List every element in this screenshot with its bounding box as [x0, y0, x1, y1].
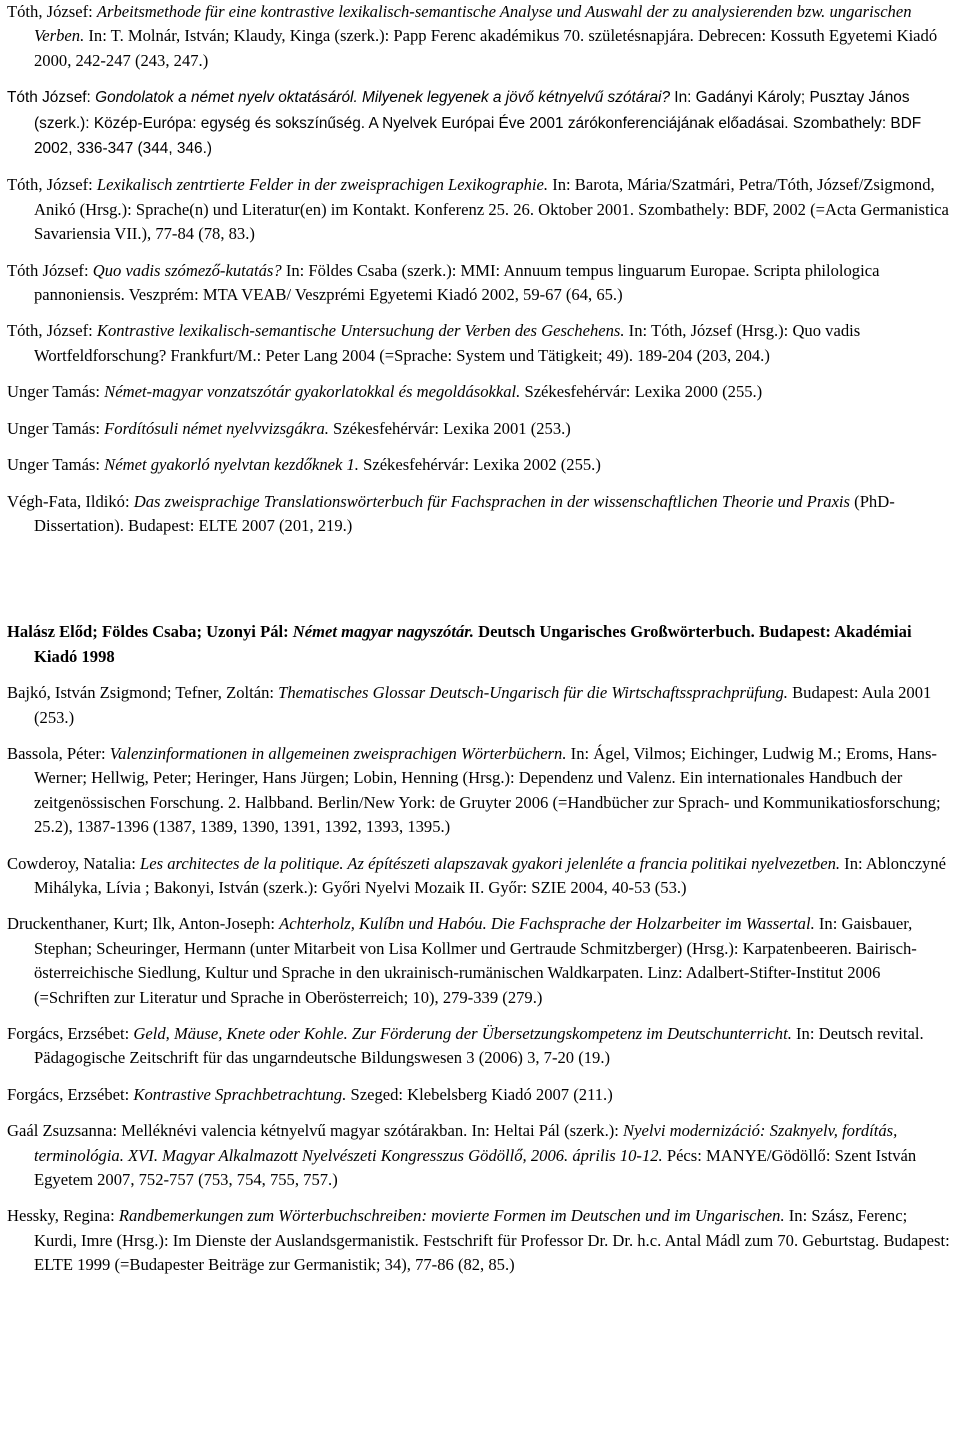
entry-text-segment: (PhD-Dissertation). Budapest: ELTE 2007 (201, 219.): [34, 491, 895, 535]
bibliography-entry: [7, 259, 952, 308]
entry-text-segment: Bassola, Péter:: [7, 743, 110, 763]
entry-text-segment: Arbeitsmethode für eine kontrastive lexikalisch-semantische Analyse und Auswahl der zu analysierenden bzw. ungarischen Verben.: [34, 2, 912, 46]
entry-text-segment: Hessky, Regina:: [7, 1206, 119, 1226]
entry-text-segment: Unger Tamás:: [7, 382, 105, 402]
bibliography-entry: [7, 852, 952, 901]
bibliography-entry: [7, 620, 952, 669]
bibliography-entry: [7, 1119, 952, 1192]
entry-text-segment: Quo vadis szómező-kutatás?: [92, 260, 282, 280]
section-gap: [7, 550, 952, 620]
bibliography-entry: [7, 1022, 952, 1071]
entry-text-segment: Tóth József:: [7, 89, 96, 107]
entry-text-segment: Tóth József:: [7, 260, 93, 280]
entry-text-segment: Das zweisprachige Translationswörterbuch für Fachsprachen in der wissenschaftlichen Theorie und Praxis: [133, 491, 851, 511]
entry-text-segment: Deutsch Ungarisches Großwörterbuch. Budapest: Akadémiai Kiadó 1998: [34, 622, 912, 666]
entry-text-segment: In: Ablonczyné Mihályka, Lívia ; Bakonyi, István (szerk.): Győri Nyelvi Mozaik II. Győr: SZIE 2004, 40-53 (53.): [34, 853, 947, 897]
entry-text-segment: Német gyakorló nyelvtan kezdőknek 1.: [104, 455, 359, 475]
entry-text-segment: Nyelvi modernizáció: Szaknyelv, fordítás, terminológia. XVI. Magyar Alkalmazott Nyelvészeti Kongresszus Gödöllő, 2006. április 10-12.: [34, 1121, 898, 1165]
entry-text-segment: Gondolatok a német nyelv oktatásáról. Milyenek legyenek a jövő kétnyelvű szótárai?: [95, 89, 671, 107]
bibliography-entry: [7, 380, 952, 404]
entry-text-segment: Forgács, Erzsébet:: [7, 1084, 134, 1104]
entry-text-segment: Német-magyar vonzatszótár gyakorlatokkal és megoldásokkal.: [104, 382, 521, 402]
entry-text-segment: In: Tóth, József (Hrsg.): Quo vadis Wortfeldforschung? Frankfurt/M.: Peter Lang 2004 (=Sprache: System und Tätigkeit; 49). 189-204 (203, 204.): [34, 321, 861, 365]
bibliography-entry: [7, 1083, 952, 1107]
entry-text-segment: In: Földes Csaba (szerk.): MMI: Annuum tempus linguarum Europae. Scripta philologica pannoniensis. Veszprém: MTA VEAB/ Veszprémi Egyetemi Kiadó 2002, 59-67 (64, 65.): [34, 260, 880, 305]
entry-text-segment: Forgács, Erzsébet:: [7, 1024, 134, 1043]
entry-text-segment: Fordítósuli német nyelvvizsgákra.: [104, 418, 329, 438]
entry-text-segment: In: T. Molnár, István; Klaudy, Kinga (szerk.): Papp Ferenc akadémikus 70. születésnapjára. Debrecen: Kossuth Egyetemi Kiadó 2000, 242-247 (243, 247.): [34, 26, 938, 70]
entry-text-segment: In: Deutsch revital. Pädagogische Zeitschrift für das ungarndeutsche Bildungswesen 3 (2006) 3, 7-20 (19.): [34, 1024, 924, 1068]
entry-text-segment: Német magyar nagyszótár.: [292, 622, 474, 642]
entry-text-segment: Kontrastive lexikalisch-semantische Untersuchung der Verben des Geschehens.: [96, 321, 625, 341]
entry-text-segment: Budapest: Aula 2001 (253.): [34, 683, 932, 727]
bibliography-section-1: [7, 0, 952, 538]
bibliography-entry: [7, 319, 952, 368]
entry-text-segment: In: Barota, Mária/Szatmári, Petra/Tóth, József/Zsigmond, Anikó (Hrsg.): Sprache(n) und Literatur(en) im Kontakt. Konferenz 25. 26. Oktober 2001. Szombathely: BDF, 2002 (=Acta Germanistica Savariensia VII.), 77-84 (78, 83.): [34, 175, 949, 244]
entry-text-segment: In: Szász, Ferenc; Kurdi, Imre (Hrsg.): Im Dienste der Auslandsgermanistik. Festschrift für Professor Dr. Dr. h.c. Antal Mádl zum 70. Geburtstag. Budapest: ELTE 1999 (=Budapester Beiträge zur Germanistik; 34), 77-86 (82, 85.): [34, 1206, 950, 1275]
bibliography-entry: [7, 417, 952, 441]
entry-text-segment: Achterholz, Kulíbn und Habóu. Die Fachsprache der Holzarbeiter im Wassertal.: [279, 914, 815, 934]
entry-text-segment: Valenzinformationen in allgemeinen zweisprachigen Wörterbüchern.: [109, 743, 567, 763]
entry-text-segment: In: Gadányi Károly; Pusztay János (szerk.): Közép-Európa: egység és sokszínűség. A Nyelvek Európai Éve 2001 zárókonferenciájának előadásai. Szombathely: BDF 2002, 336-347 (344, 346.): [34, 89, 922, 158]
entry-text-segment: In: Gaisbauer, Stephan; Scheuringer, Hermann (unter Mitarbeit von Lisa Kollmer und Gertraude Schmitzberger) (Hrsg.): Karpatenbeeren. Bairisch-österreichische Siedlung, Kultur und Sprache in den ukrainisch-rumänischen Waldkarpaten. Linz: Adalbert-Stifter-Institut 2006 (=Schriften zur Literatur und Sprache in Oberösterreich; 10), 279-339 (279.): [34, 914, 917, 1007]
entry-text-segment: Unger Tamás:: [7, 455, 105, 475]
bibliography-entry: [7, 173, 952, 246]
entry-text-segment: Les architectes de la politique. Az építészeti alapszavak gyakori jelenléte a francia politikai nyelvezetben.: [140, 853, 841, 873]
entry-text-segment: Bajkó, István Zsigmond; Tefner, Zoltán:: [7, 683, 279, 703]
entry-text-segment: Gaál Zsuzsanna: Melléknévi valencia kétnyelvű magyar szótárakban. In: Heltai Pál (szerk.):: [7, 1121, 624, 1141]
entry-text-segment: Unger Tamás:: [7, 418, 105, 438]
bibliography-entry: [7, 453, 952, 477]
entry-text-segment: Szeged: Klebelsberg Kiadó 2007 (211.): [346, 1084, 613, 1104]
bibliography-entry: [7, 85, 952, 161]
entry-text-segment: Druckenthaner, Kurt; Ilk, Anton-Joseph:: [7, 914, 280, 934]
bibliography-entry: [7, 490, 952, 539]
entry-text-segment: Pécs: MANYE/Gödöllő: Szent István Egyetem 2007, 752-757 (753, 754, 755, 757.): [34, 1145, 917, 1190]
bibliography-entry: [7, 0, 952, 73]
entry-text-segment: Cowderoy, Natalia:: [7, 853, 141, 873]
entry-text-segment: Székesfehérvár: Lexika 2000 (255.): [520, 382, 763, 402]
entry-text-segment: Székesfehérvár: Lexika 2002 (255.): [358, 455, 601, 475]
bibliography-entry: [7, 681, 952, 730]
entry-text-segment: Kontrastive Sprachbetrachtung.: [133, 1084, 347, 1104]
entry-text-segment: Székesfehérvár: Lexika 2001 (253.): [328, 418, 571, 438]
entry-text-segment: Tóth, József:: [7, 321, 97, 341]
entry-text-segment: Halász Előd; Földes Csaba; Uzonyi Pál:: [7, 622, 293, 642]
entry-text-segment: Végh-Fata, Ildikó:: [7, 491, 134, 511]
bibliography-entry: [7, 742, 952, 840]
entry-text-segment: Thematisches Glossar Deutsch-Ungarisch für die Wirtschaftssprachprüfung.: [278, 683, 788, 703]
bibliography-entry: [7, 1204, 952, 1277]
entry-text-segment: Tóth, József:: [7, 175, 97, 195]
entry-text-segment: Tóth, József:: [7, 2, 97, 21]
entry-text-segment: Geld, Mäuse, Knete oder Kohle. Zur Förderung der Übersetzungskompetenz im Deutschunterricht.: [133, 1024, 792, 1043]
entry-text-segment: Lexikalisch zentrtierte Felder in der zweisprachigen Lexikographie.: [96, 175, 549, 195]
bibliography-section-2: [7, 620, 952, 1277]
bibliography-entry: [7, 912, 952, 1010]
entry-text-segment: Randbemerkungen zum Wörterbuchschreiben: movierte Formen im Deutschen und im Ungarischen.: [118, 1206, 785, 1226]
entry-text-segment: In: Ágel, Vilmos; Eichinger, Ludwig M.; Eroms, Hans-Werner; Hellwig, Peter; Heringer, Hans Jürgen; Lobin, Henning (Hrsg.): Dependenz und Valenz. Ein internationales Handbuch der zeitgenössischen Forschung. 2. Halbband. Berlin/New York: de Gruyter 2006 (=Handbücher zur Sprach- und Kommunikatiosforschung; 25.2), 1387-1396 (1387, 1389, 1390, 1391, 1392, 1393, 1395.): [34, 743, 941, 837]
